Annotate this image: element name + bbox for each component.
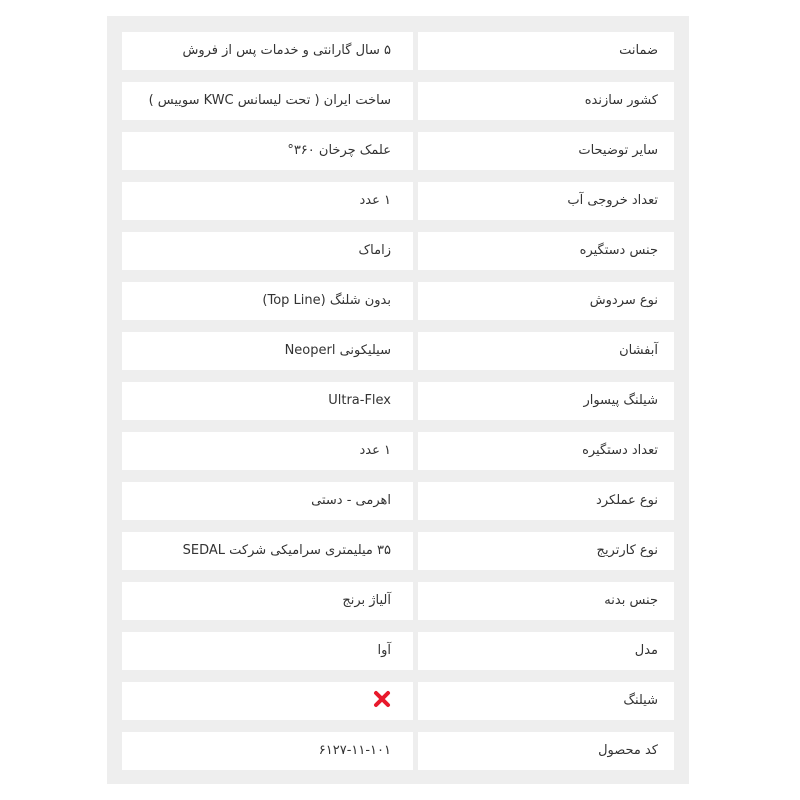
spec-label: تعداد دستگیره	[418, 432, 674, 470]
spec-label: ضمانت	[418, 32, 674, 70]
spec-label: نوع سردوش	[418, 282, 674, 320]
spec-value: ۳۵ میلیمتری سرامیکی شرکت SEDAL	[122, 532, 413, 570]
spec-label: جنس بدنه	[418, 582, 674, 620]
spec-row-showerhead-type	[122, 282, 674, 320]
spec-row-model	[122, 632, 674, 670]
spec-label: سایر توضیحات	[418, 132, 674, 170]
spec-value: ساخت ایران ( تحت لیسانس KWC سوییس )	[122, 82, 413, 120]
spec-row-hose	[122, 682, 674, 720]
spec-row-body-material	[122, 582, 674, 620]
spec-label: کشور سازنده	[418, 82, 674, 120]
spec-value: سیلیکونی Neoperl	[122, 332, 413, 370]
spec-label: شیلنگ پیسوار	[418, 382, 674, 420]
spec-label: جنس دستگیره	[418, 232, 674, 270]
spec-value: ۵ سال گارانتی و خدمات پس از فروش	[122, 32, 413, 70]
spec-value: آوا	[122, 632, 413, 670]
spec-value: اهرمی - دستی	[122, 482, 413, 520]
spec-row-aerator	[122, 332, 674, 370]
spec-row-handle-count	[122, 432, 674, 470]
spec-value: زاماک	[122, 232, 413, 270]
spec-value: ۱ عدد	[122, 432, 413, 470]
spec-row-product-code	[122, 732, 674, 770]
spec-value: ۱ عدد	[122, 182, 413, 220]
spec-row-water-outlets	[122, 182, 674, 220]
spec-value: بدون شلنگ (Top Line)	[122, 282, 413, 320]
cross-icon	[373, 690, 391, 708]
spec-value: ۶۱۲۷-۱۱-۱۰۱	[122, 732, 413, 770]
spec-row-warranty	[122, 32, 674, 70]
spec-row-operation-type	[122, 482, 674, 520]
spec-label: تعداد خروجی آب	[418, 182, 674, 220]
spec-value	[122, 682, 413, 720]
spec-row-other-notes	[122, 132, 674, 170]
spec-label: شیلنگ	[418, 682, 674, 720]
spec-row-pull-out-hose	[122, 382, 674, 420]
spec-label: نوع عملکرد	[418, 482, 674, 520]
spec-label: کد محصول	[418, 732, 674, 770]
spec-value: علمک چرخان ۳۶۰°	[122, 132, 413, 170]
spec-row-cartridge-type	[122, 532, 674, 570]
spec-value: آلیاژ برنج	[122, 582, 413, 620]
spec-label: آبفشان	[418, 332, 674, 370]
spec-value: Ultra-Flex	[122, 382, 413, 420]
spec-table	[107, 16, 689, 784]
spec-row-handle-material	[122, 232, 674, 270]
spec-row-country	[122, 82, 674, 120]
spec-label: مدل	[418, 632, 674, 670]
spec-label: نوع کارتریج	[418, 532, 674, 570]
